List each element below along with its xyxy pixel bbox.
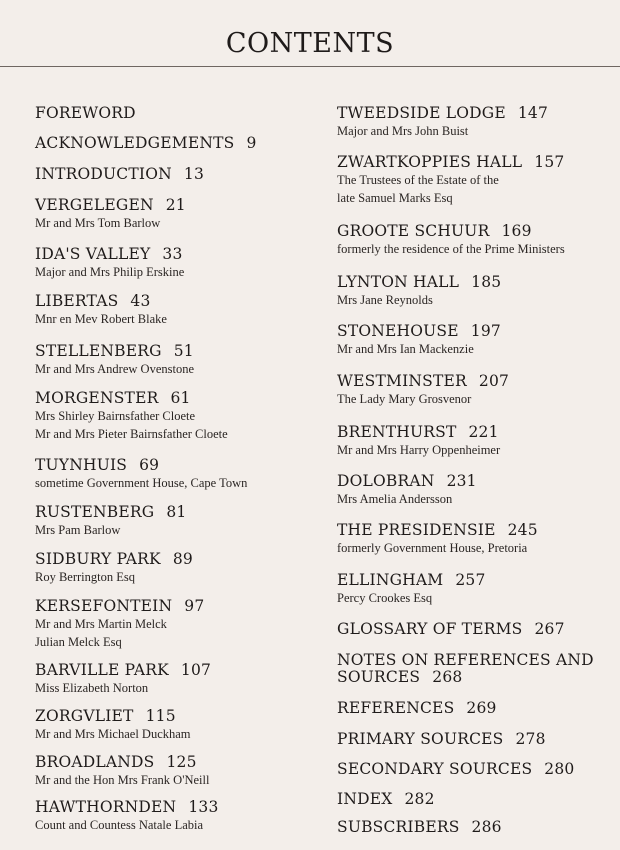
toc-subtitle: Julian Melck Esq bbox=[35, 635, 122, 649]
toc-subtitle: Mr and Mrs Martin Melck bbox=[35, 617, 167, 631]
toc-title: MORGENSTER bbox=[35, 389, 159, 407]
toc-heading bbox=[337, 153, 564, 171]
toc-title: IDA'S VALLEY bbox=[35, 245, 151, 263]
toc-title: INDEX bbox=[337, 790, 393, 808]
toc-heading bbox=[337, 668, 462, 686]
toc-subtitle: Mr and the Hon Mrs Frank O'Neill bbox=[35, 773, 210, 787]
toc-entry bbox=[337, 571, 486, 607]
toc-heading bbox=[337, 372, 509, 390]
toc-page-number: 107 bbox=[180, 661, 212, 679]
toc-title: BROADLANDS bbox=[35, 753, 155, 771]
toc-title: STONEHOUSE bbox=[337, 322, 459, 340]
toc-page-number: 13 bbox=[183, 165, 205, 183]
toc-subtitle: late Samuel Marks Esq bbox=[337, 191, 453, 205]
toc-title: ZWARTKOPPIES HALL bbox=[337, 153, 523, 171]
toc-subtitle: Roy Berrington Esq bbox=[35, 570, 135, 584]
toc-title: BRENTHURST bbox=[337, 423, 457, 441]
toc-heading bbox=[337, 651, 594, 669]
toc-title: HAWTHORNDEN bbox=[35, 798, 177, 816]
toc-title: GROOTE SCHUUR bbox=[337, 222, 490, 240]
toc-title: BARVILLE PARK bbox=[35, 661, 169, 679]
toc-entry bbox=[337, 521, 538, 557]
toc-entry bbox=[337, 322, 501, 358]
toc-page-number: 245 bbox=[507, 521, 538, 539]
toc-title: DOLOBRAN bbox=[337, 472, 435, 490]
toc-heading bbox=[337, 818, 502, 836]
toc-title: SECONDARY SOURCES bbox=[337, 760, 533, 778]
toc-subtitle: Mrs Amelia Andersson bbox=[337, 492, 453, 506]
toc-title: SUBSCRIBERS bbox=[337, 818, 460, 836]
toc-page-number: 268 bbox=[432, 668, 463, 686]
toc-title: PRIMARY SOURCES bbox=[337, 730, 504, 748]
toc-title: TUYNHUIS bbox=[35, 456, 128, 474]
toc-page-number: 89 bbox=[172, 550, 193, 568]
toc-page-number: 9 bbox=[246, 134, 257, 152]
toc-page-number: 280 bbox=[544, 760, 575, 778]
toc-page-number: 267 bbox=[534, 620, 565, 638]
toc-entry bbox=[337, 818, 502, 836]
toc-entry bbox=[337, 472, 477, 508]
toc-page-number: 69 bbox=[139, 456, 160, 474]
toc-entry bbox=[337, 730, 546, 748]
toc-title: ZORGVLIET bbox=[35, 707, 134, 725]
toc-page-number: 185 bbox=[471, 273, 502, 291]
toc-page-number: 81 bbox=[166, 503, 187, 521]
toc-heading bbox=[337, 521, 538, 539]
toc-entry bbox=[337, 668, 462, 686]
toc-subtitle: sometime Government House, Cape Town bbox=[35, 476, 248, 490]
toc-title: WESTMINSTER bbox=[337, 372, 467, 390]
toc-title: RUSTENBERG bbox=[35, 503, 155, 521]
toc-title: REFERENCES bbox=[337, 699, 455, 717]
toc-entry bbox=[337, 153, 564, 207]
toc-page-number: 282 bbox=[404, 790, 435, 808]
toc-entry bbox=[337, 620, 565, 638]
toc-subtitle: Major and Mrs Philip Erskine bbox=[35, 265, 185, 279]
toc-heading bbox=[337, 760, 574, 778]
toc-subtitle: Mnr en Mev Robert Blake bbox=[35, 312, 167, 326]
toc-subtitle: The Trustees of the Estate of the bbox=[337, 173, 499, 187]
toc-page-number: 286 bbox=[471, 818, 502, 836]
toc-page-number: 133 bbox=[188, 798, 219, 816]
toc-page-number: 97 bbox=[184, 597, 205, 615]
toc-page-number: 21 bbox=[165, 196, 186, 214]
toc-title: FOREWORD bbox=[35, 104, 136, 122]
toc-page-number: 231 bbox=[446, 472, 477, 490]
toc-subtitle: formerly the residence of the Prime Ministers bbox=[337, 242, 565, 256]
toc-title: ACKNOWLEDGEMENTS bbox=[35, 134, 235, 152]
toc-page-number: 207 bbox=[478, 372, 510, 390]
toc-title: KERSEFONTEIN bbox=[35, 597, 173, 615]
toc-entry bbox=[337, 273, 501, 309]
toc-page-number: 221 bbox=[468, 423, 499, 441]
toc-page-number: 157 bbox=[534, 153, 565, 171]
toc-heading bbox=[337, 104, 548, 122]
toc-entry bbox=[337, 423, 500, 459]
toc-subtitle: Mr and Mrs Pieter Bairnsfather Cloete bbox=[35, 427, 228, 441]
toc-title: NOTES ON REFERENCES AND bbox=[337, 651, 594, 669]
toc-page-number: 278 bbox=[515, 730, 546, 748]
toc-title: LIBERTAS bbox=[35, 292, 119, 310]
toc-subtitle: Mr and Mrs Harry Oppenheimer bbox=[337, 443, 501, 457]
toc-page-number: 33 bbox=[162, 245, 183, 263]
page-title: CONTENTS bbox=[225, 28, 395, 59]
toc-title: TWEEDSIDE LODGE bbox=[337, 104, 506, 122]
toc-page-number: 147 bbox=[517, 104, 549, 122]
toc-title: LYNTON HALL bbox=[337, 273, 460, 291]
toc-page-number: 257 bbox=[455, 571, 486, 589]
toc-page-number: 197 bbox=[470, 322, 501, 340]
toc-heading bbox=[337, 273, 501, 291]
toc-page-number: 51 bbox=[173, 342, 194, 360]
toc-subtitle: Mr and Mrs Ian Mackenzie bbox=[337, 342, 474, 356]
toc-subtitle: Miss Elizabeth Norton bbox=[35, 681, 149, 695]
toc-entry bbox=[337, 651, 594, 669]
toc-title: ELLINGHAM bbox=[337, 571, 444, 589]
toc-subtitle: Mr and Mrs Michael Duckham bbox=[35, 727, 191, 741]
toc-title: INTRODUCTION bbox=[35, 165, 172, 183]
toc-heading bbox=[337, 423, 500, 441]
toc-subtitle: Mr and Mrs Andrew Ovenstone bbox=[35, 362, 195, 376]
toc-entry bbox=[337, 222, 565, 258]
toc-title: GLOSSARY OF TERMS bbox=[337, 620, 523, 638]
toc-entry bbox=[337, 372, 509, 408]
toc-subtitle: Mr and Mrs Tom Barlow bbox=[35, 216, 161, 230]
toc-page-number: 61 bbox=[170, 389, 191, 407]
toc-subtitle: Mrs Shirley Bairnsfather Cloete bbox=[35, 409, 196, 423]
toc-heading bbox=[337, 571, 486, 589]
toc-subtitle: Mrs Pam Barlow bbox=[35, 523, 121, 537]
toc-subtitle: Count and Countess Natale Labia bbox=[35, 818, 204, 832]
toc-subtitle: Percy Crookes Esq bbox=[337, 591, 433, 605]
toc-entry bbox=[337, 790, 435, 808]
toc-entry bbox=[337, 760, 574, 778]
toc-heading bbox=[337, 472, 477, 490]
toc-entry bbox=[337, 104, 548, 140]
toc-subtitle: Major and Mrs John Buist bbox=[337, 124, 469, 138]
toc-heading bbox=[337, 699, 497, 717]
toc-page-number: 115 bbox=[145, 707, 176, 725]
toc-heading bbox=[337, 222, 565, 240]
toc-title: SOURCES bbox=[337, 668, 421, 686]
toc-heading bbox=[337, 620, 565, 638]
toc-page-number: 43 bbox=[130, 292, 151, 310]
toc-page-number: 125 bbox=[166, 753, 197, 771]
toc-title: STELLENBERG bbox=[35, 342, 162, 360]
toc-title: VERGELEGEN bbox=[35, 196, 154, 214]
toc-title: SIDBURY PARK bbox=[35, 550, 161, 568]
toc-title: THE PRESIDENSIE bbox=[337, 521, 496, 539]
toc-heading bbox=[337, 790, 435, 808]
toc-entry bbox=[337, 699, 497, 717]
toc-subtitle: formerly Government House, Pretoria bbox=[337, 541, 528, 555]
toc-page-number: 169 bbox=[501, 222, 532, 240]
toc-heading bbox=[337, 322, 501, 340]
toc-page-number: 269 bbox=[466, 699, 497, 717]
toc-subtitle: Mrs Jane Reynolds bbox=[337, 293, 433, 307]
toc-heading bbox=[337, 730, 546, 748]
toc-subtitle: The Lady Mary Grosvenor bbox=[337, 392, 472, 406]
